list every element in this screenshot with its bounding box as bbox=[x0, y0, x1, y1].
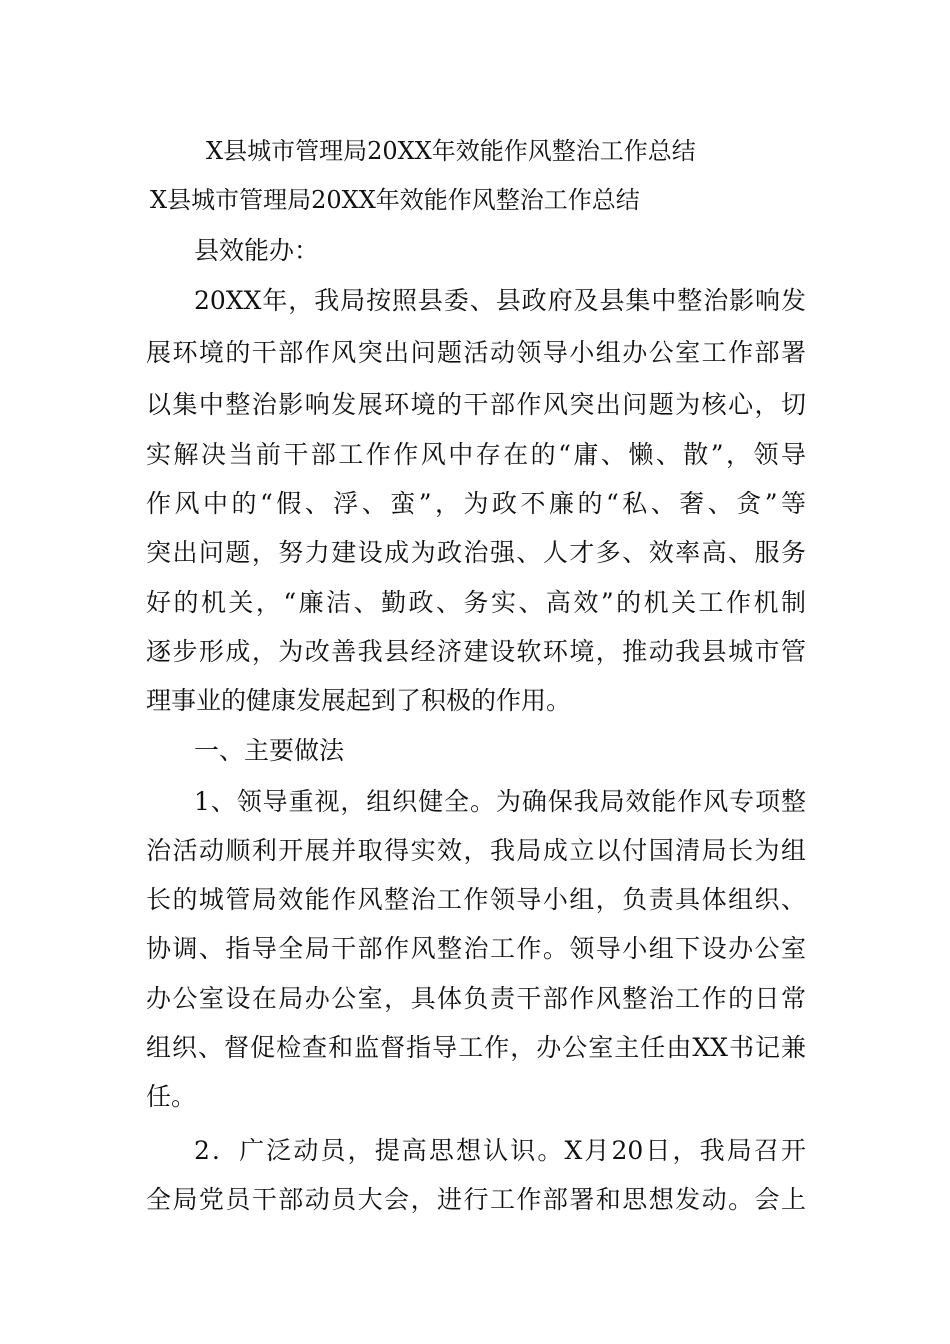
paragraph-line: 1、领导重视，组织健全。为确保我局效能作风专项整 bbox=[194, 787, 806, 816]
document-subtitle: X县城市管理局20XX年效能作风整治工作总结 bbox=[150, 186, 640, 214]
salutation: 县效能办： bbox=[194, 236, 320, 265]
paragraph-line: 以集中整治影响发展环境的干部作风突出问题为核心，切 bbox=[146, 390, 806, 419]
paragraph-line: 逐步形成，为改善我县经济建设软环境，推动我县城市管 bbox=[146, 637, 806, 666]
paragraph-line: 展环境的干部作风突出问题活动领导小组办公室工作部署 bbox=[146, 338, 806, 367]
paragraph-line: 突出问题，努力建设成为政治强、人才多、效率高、服务 bbox=[146, 538, 806, 567]
paragraph-line: 好的机关，“廉洁、勤政、务实、高效”的机关工作机制 bbox=[146, 588, 806, 617]
document-title: X县城市管理局20XX年效能作风整治工作总结 bbox=[206, 137, 696, 165]
paragraph-line: 20XX年，我局按照县委、县政府及县集中整治影响发 bbox=[194, 286, 806, 315]
paragraph-line: 全局党员干部动员大会，进行工作部署和思想发动。会上 bbox=[146, 1185, 806, 1214]
paragraph-line: 办公室设在局办公室，具体负责干部作风整治工作的日常 bbox=[146, 984, 806, 1013]
paragraph-line: 治活动顺利开展并取得实效，我局成立以付国清局长为组 bbox=[146, 836, 806, 865]
paragraph-line: 2．广泛动员，提高思想认识。X月20日，我局召开 bbox=[194, 1136, 806, 1165]
paragraph-line: 理事业的健康发展起到了积极的作用。 bbox=[146, 686, 572, 715]
paragraph-line: 作风中的“假、浮、蛮”，为政不廉的“私、奢、贪”等 bbox=[146, 489, 806, 518]
paragraph-line: 组织、督促检查和监督指导工作，办公室主任由XX书记兼 bbox=[146, 1033, 806, 1062]
paragraph-line: 实解决当前干部工作作风中存在的“庸、懒、散”，领导 bbox=[146, 440, 806, 469]
paragraph-line: 协调、指导全局干部作风整治工作。领导小组下设办公室 bbox=[146, 934, 806, 963]
section-heading: 一、主要做法 bbox=[194, 736, 345, 765]
paragraph-line: 长的城管局效能作风整治工作领导小组，负责具体组织、 bbox=[146, 885, 806, 914]
paragraph-line: 任。 bbox=[146, 1082, 197, 1111]
